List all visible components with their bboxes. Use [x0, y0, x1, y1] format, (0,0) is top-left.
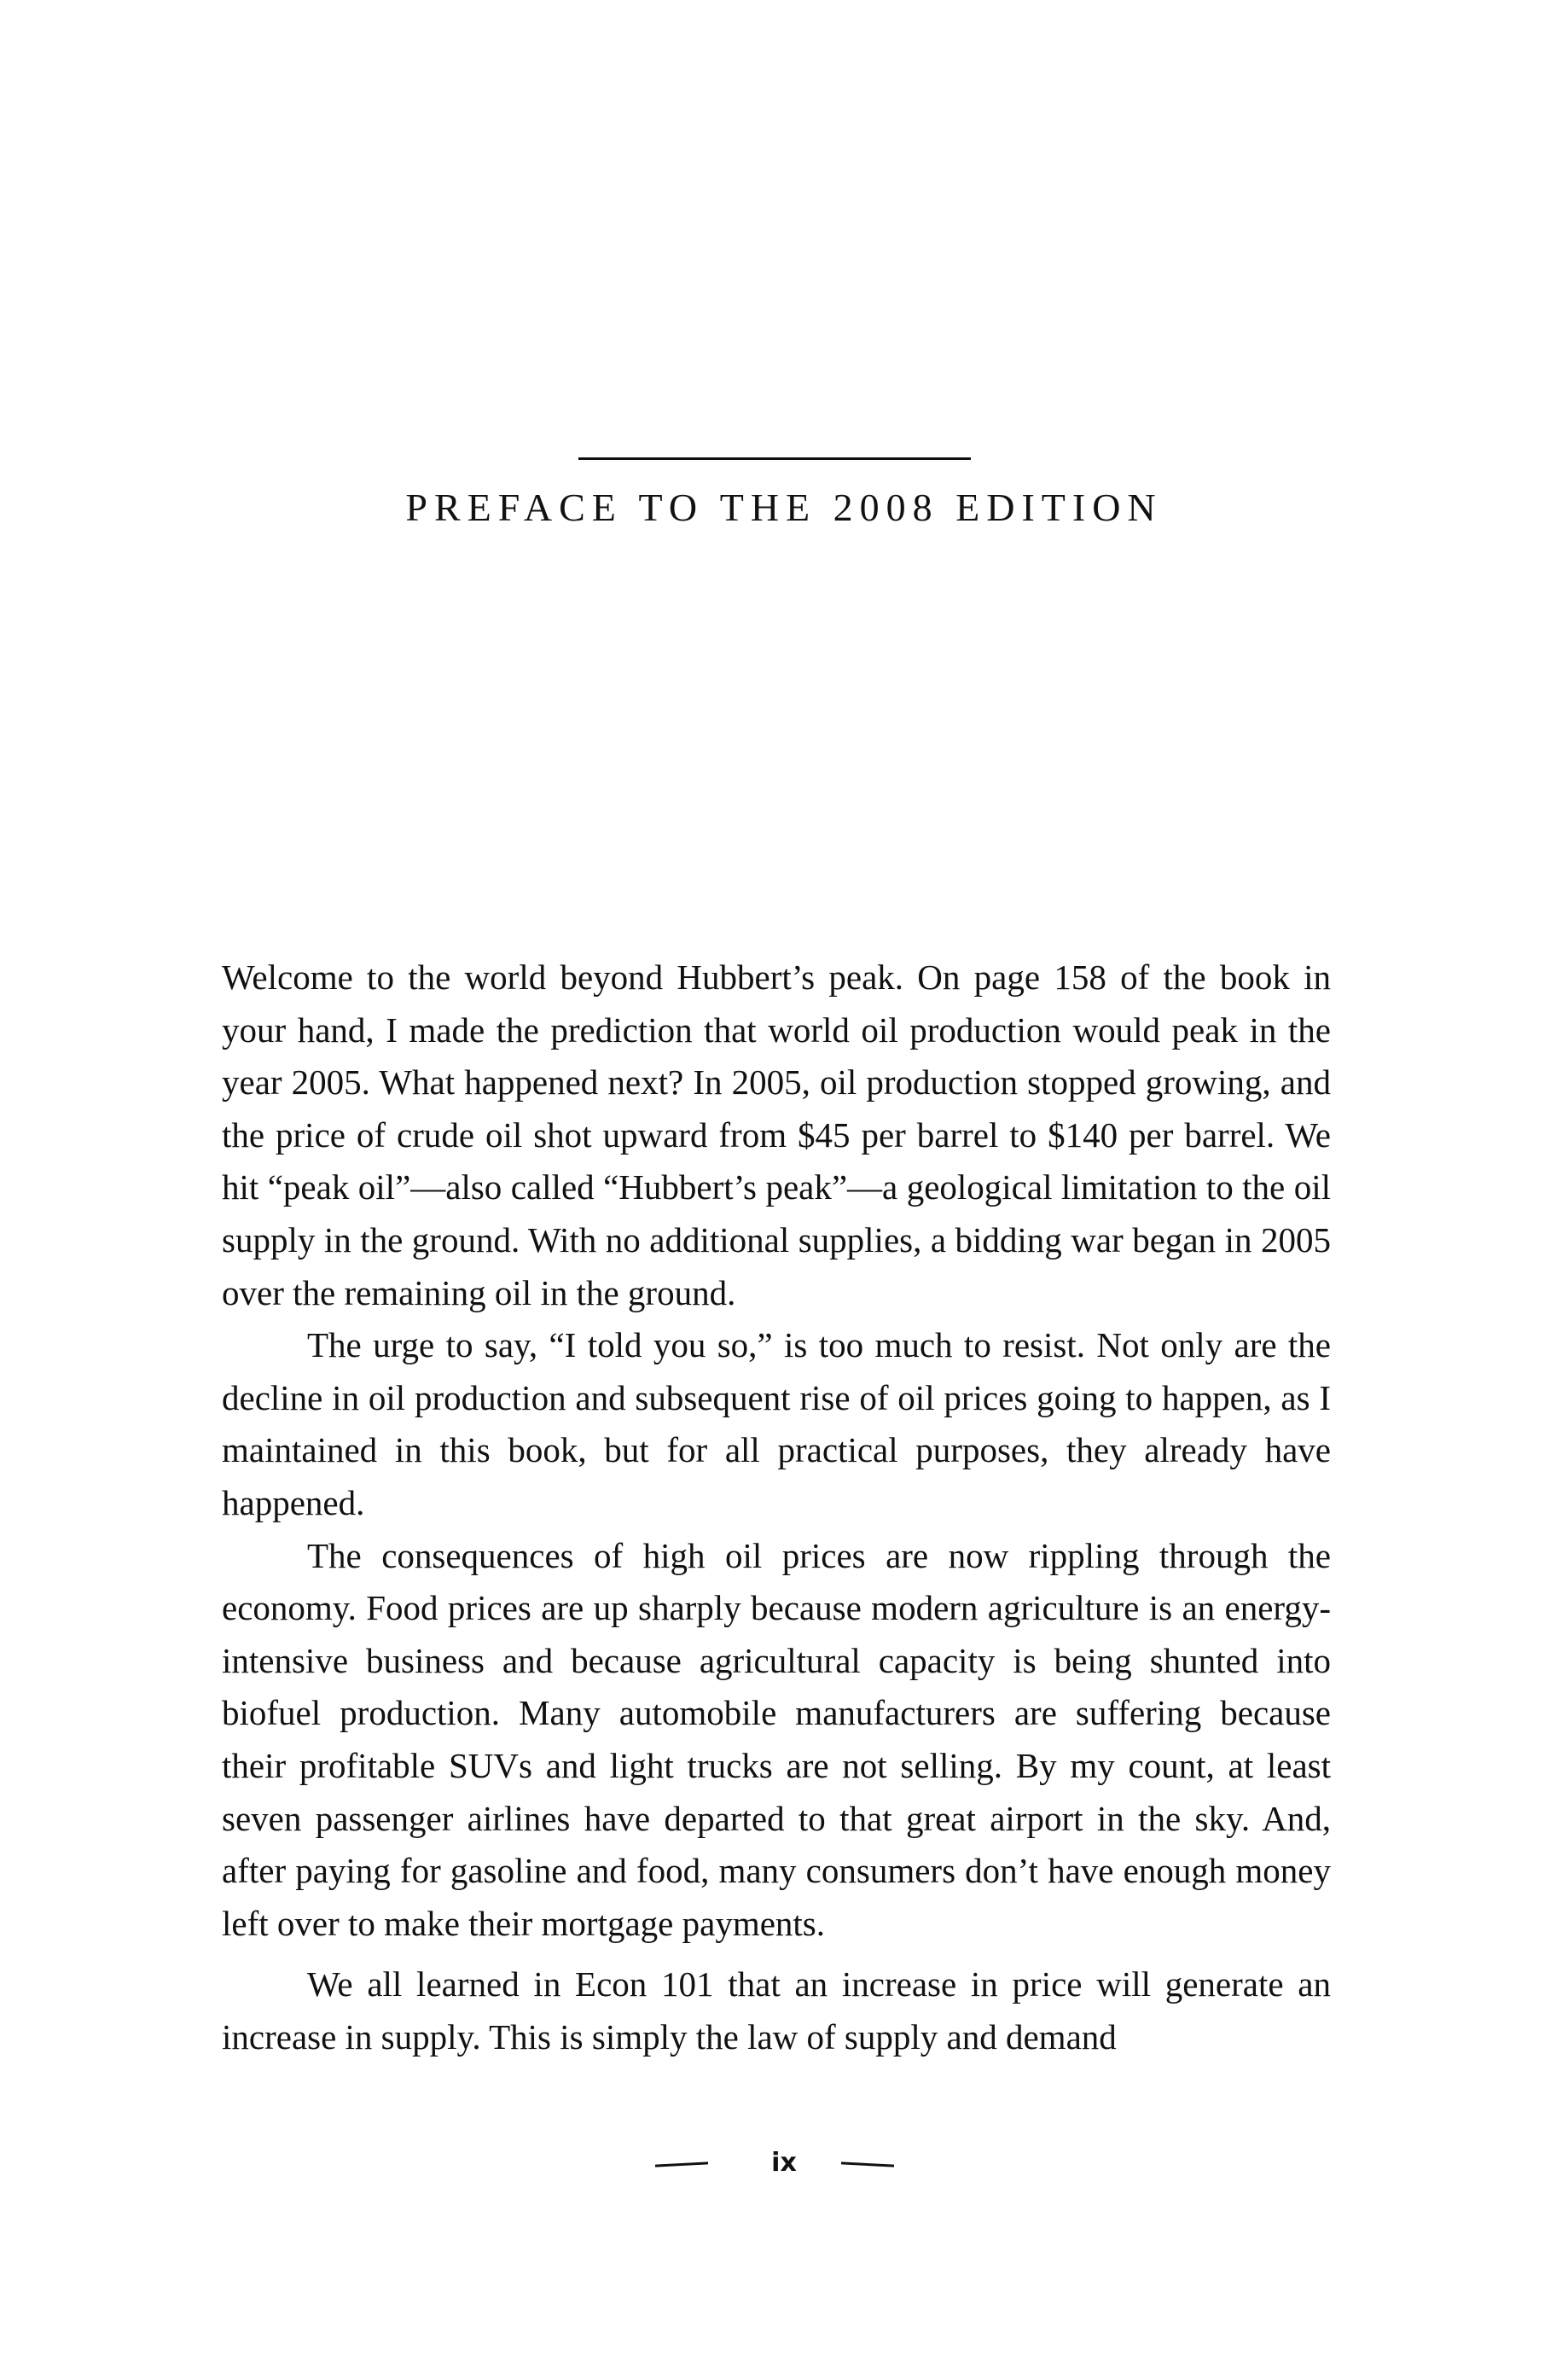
folio-right-dash — [841, 2161, 894, 2167]
chapter-title: PREFACE TO THE 2008 EDITION — [405, 486, 1163, 529]
paragraph-3: The consequences of high oil prices are now rippling through the economy. Food prices are up sharply because modern agriculture is an energy-intensive business and because agricultural capacity is being shunted into biofuel production. Many automobile manufacturers are suffering because their profitable SUVs and light trucks are not selling. By my count, at least seven passenger airlines have departed to that great airport in the sky. And, after paying for gasoline and food, many consumers don’t have enough money left over to make their mortgage payments. — [222, 1535, 1331, 1943]
page-number: ix — [771, 2148, 797, 2178]
folio — [0, 2142, 1568, 2185]
paragraph-1: Welcome to the world beyond Hubbert’s peak. On page 158 of the book in your hand, I made the prediction that world oil production would peak in the year 2005. What happened next? In 2005, oil production stopped growing, and the price of crude oil shot upward from $45 per barrel to $140 per barrel. We hit “peak oil”—also called “Hubbert’s peak”—a geological limitation to the oil supply in the ground. With no additional supplies, a bidding war began in 2005 over the remaining oil in the ground. — [222, 957, 1331, 1312]
body-text — [222, 951, 1331, 2063]
paragraph-2: The urge to say, “I told you so,” is too much to resist. Not only are the decline in oil production and subsequent rise of oil prices going to happen, as I maintained in this book, but for all practical purposes, they already have happened. — [222, 1325, 1331, 1522]
paragraph-4: We all learned in Econ 101 that an increase in price will generate an increase in supply. This is simply the law of supply and demand — [222, 1964, 1331, 2057]
title-rule — [578, 457, 971, 460]
folio-left-dash — [655, 2161, 708, 2167]
